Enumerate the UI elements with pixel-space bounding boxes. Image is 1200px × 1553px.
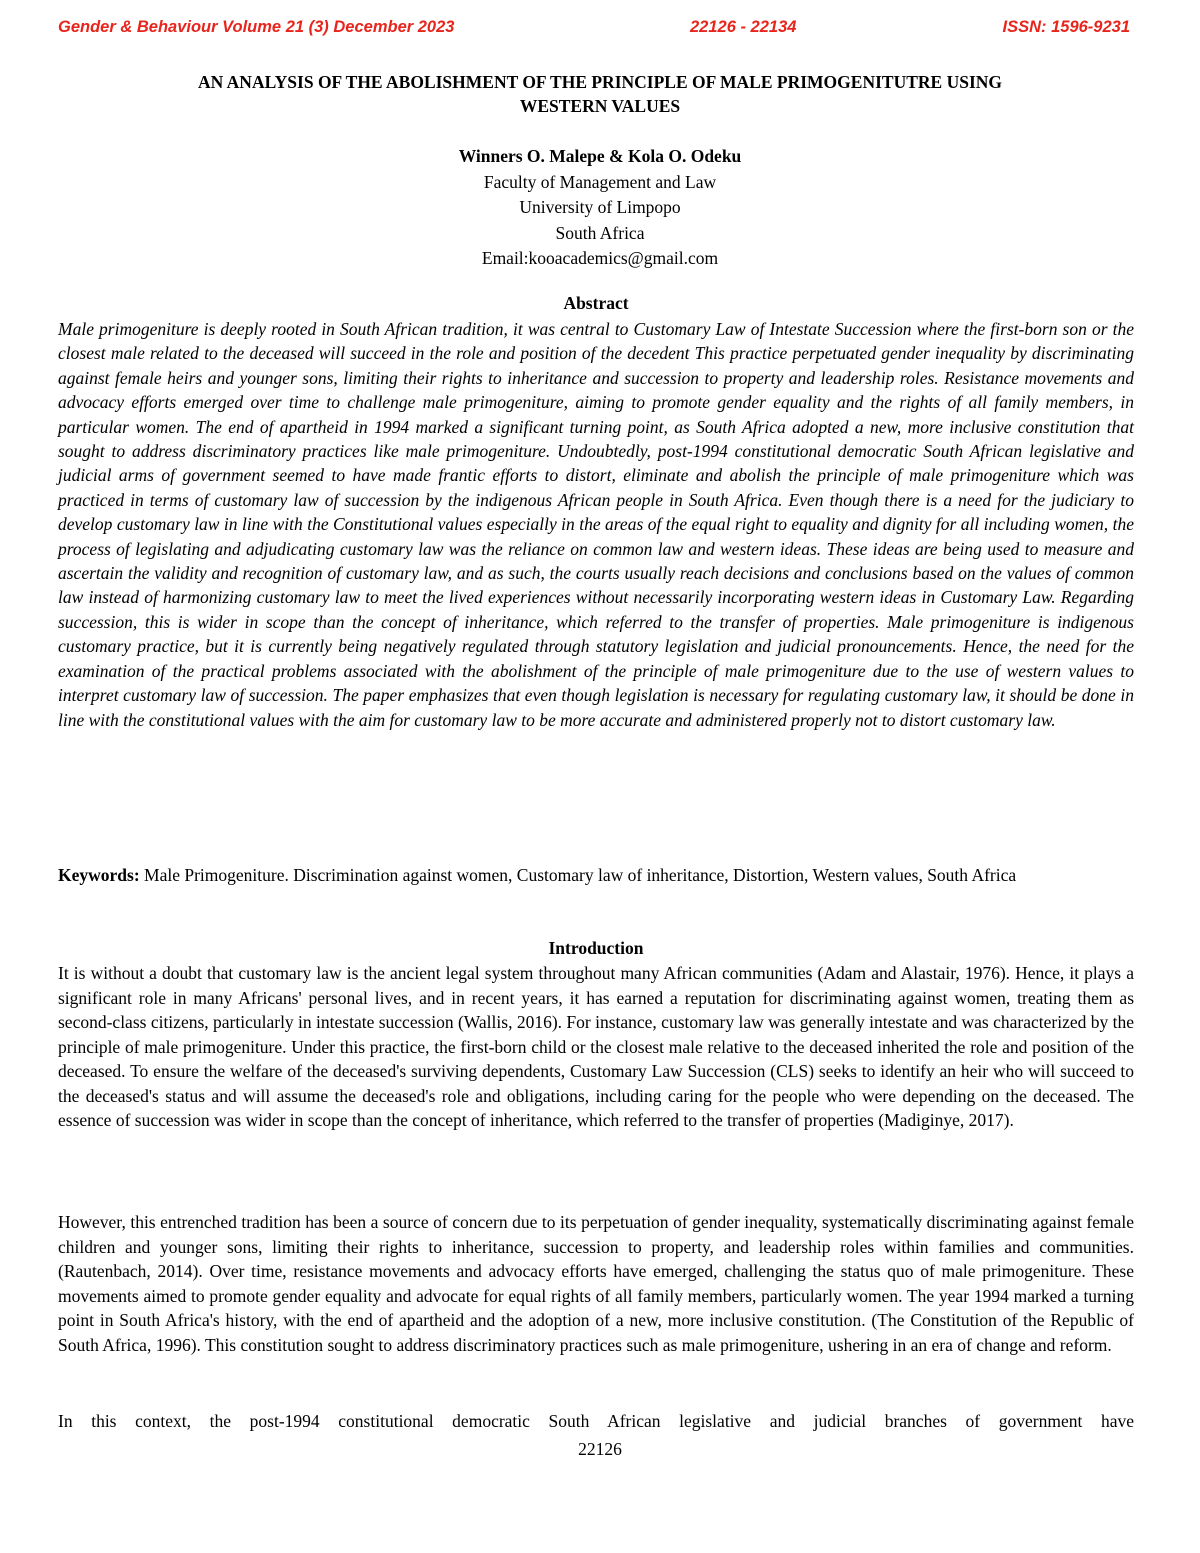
author-university: University of Limpopo xyxy=(519,197,681,217)
keywords-text: Male Primogeniture. Discrimination against women, Customary law of inheritance, Distortion, Western values, South Africa xyxy=(139,865,1017,885)
keywords-label: Keywords: xyxy=(58,865,140,885)
keywords xyxy=(58,863,1134,888)
abstract-body: Male primogeniture is deeply rooted in South African tradition, it was central to Customary Law of Intestate Succession where the first-born son or the closest male related to the deceased will succeed in the role and position of the decedent This practice perpetuated gender inequality by discriminating against female heirs and younger sons, limiting their rights to inheritance and succession to property and leadership roles. Resistance movements and advocacy efforts emerged over time to challenge male primogeniture, aiming to promote gender equality and the rights of all family members, in particular women. The end of apartheid in 1994 marked a significant turning point, as South Africa adopted a new, more inclusive constitution that sought to address discriminatory practices like male primogeniture. Undoubtedly, post-1994 constitutional democratic South African legislative and judicial arms of government seemed to have made frantic efforts to distort, eliminate and abolish the principle of male primogeniture which was practiced in terms of customary law of succession by the indigenous African people in South Africa. Even though there is a need for the judiciary to develop customary law in line with the Constitutional values especially in the areas of the equal right to equality and dignity for all including women, the process of legislating and adjudicating customary law was the reliance on common law and western ideas. These ideas are being used to measure and ascertain the validity and recognition of customary law, and as such, the courts usually reach decisions and conclusions based on the values of common law instead of harmonizing customary law to meet the lived experiences without necessarily incorporating western ideas in Customary Law. Regarding succession, this is wider in scope than the concept of inheritance, which referred to the transfer of properties. Male primogeniture is indigenous customary practice, but it is currently being negatively regulated through statutory legislation and judicial pronouncements. Hence, the need for the examination of the practical problems associated with the abolishment of the principle of male primogeniture due to the use of western values to interpret customary law of succession. The paper emphasizes that even though legislation is necessary for regulating customary law, it should be done in line with the constitutional values with the aim for customary law to be more accurate and administered properly not to distort customary law. xyxy=(58,319,1134,730)
page-range: 22126 - 22134 xyxy=(690,18,797,36)
introduction-paragraph-2: However, this entrenched tradition has been a source of concern due to its perpetuation of gender inequality, systematically discriminating against female children and younger sons, limiting their rights to inheritance, succession to property, and leadership roles within families and communities. (Rautenbach, 2014). Over time, resistance movements and advocacy efforts have emerged, challenging the status quo of male primogeniture. These movements aimed to promote gender equality and advocate for equal rights of all family members, particularly women. The year 1994 marked a turning point in South Africa's history, with the end of apartheid and the adoption of a new, more inclusive constitution. (The Constitution of the Republic of South Africa, 1996). This constitution sought to address discriminatory practices such as male primogeniture, ushering in an era of change and reform. xyxy=(58,1212,1134,1355)
author-names: Winners O. Malepe & Kola O. Odeku xyxy=(458,146,742,166)
abstract-heading: Abstract xyxy=(563,293,629,313)
running-header xyxy=(58,18,1130,42)
author-email: Email:kooacademics@gmail.com xyxy=(481,248,719,268)
author-faculty: Faculty of Management and Law xyxy=(483,171,717,192)
introduction-heading: Introduction xyxy=(548,938,644,958)
paper-title xyxy=(60,70,1140,118)
page-number: 22126 xyxy=(578,1439,622,1459)
author-country: South Africa xyxy=(555,222,645,243)
paper-title-line-2: WESTERN VALUES xyxy=(519,96,681,116)
journal-citation: Gender & Behaviour Volume 21 (3) December 2023 xyxy=(58,18,455,36)
introduction-paragraph-3: In this context, the post-1994 constitutional democratic South African legislative and judicial branches of government have xyxy=(58,1411,1134,1431)
introduction-paragraph-1: It is without a doubt that customary law is the ancient legal system throughout many African communities (Adam and Alastair, 1976). Hence, it plays a significant role in many Africans' personal lives, and in recent years, it has earned a reputation for discriminating against women, treating them as second-class citizens, particularly in intestate succession (Wallis, 2016). For instance, customary law was generally intestate and was characterized by the principle of male primogeniture. Under this practice, the first-born child or the closest male relative to the deceased inherited the role and position of the deceased. To ensure the welfare of the deceased's surviving dependents, Customary Law Succession (CLS) seeks to identify an heir who will succeed to the deceased's status and will assume the deceased's role and obligations, including caring for the people who were depending on the deceased. The essence of succession was wider in scope than the concept of inheritance, which referred to the transfer of properties (Madiginye, 2017). xyxy=(58,963,1134,1130)
paper-title-line-1: AN ANALYSIS OF THE ABOLISHMENT OF THE PRINCIPLE OF MALE PRIMOGENITUTRE USING xyxy=(197,72,1003,92)
author-block xyxy=(60,144,1140,272)
issn: ISSN: 1596-9231 xyxy=(1002,18,1130,36)
